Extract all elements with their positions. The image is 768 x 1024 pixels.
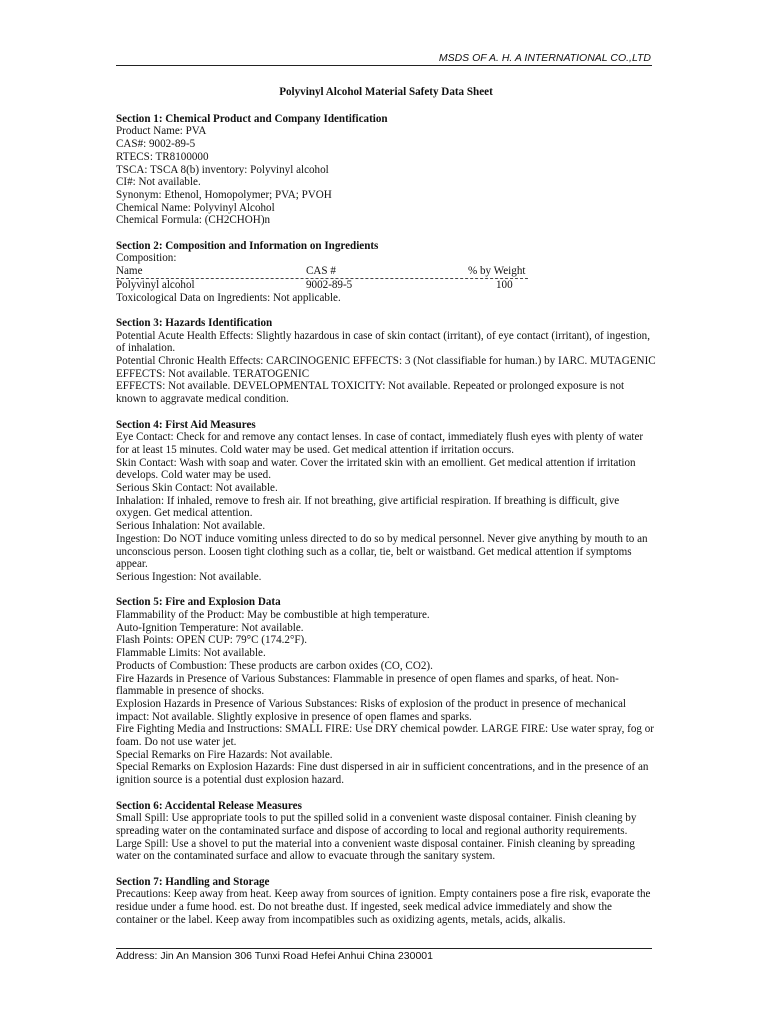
section-title: Section 4: First Aid Measures xyxy=(116,418,256,431)
section-6 xyxy=(116,800,656,864)
section-line: Fire Hazards in Presence of Various Substances: Flammable in presence of open flames and sparks, of heat. Non-flammable in presence of shocks. xyxy=(116,672,619,698)
section-line: Skin Contact: Wash with soap and water. Cover the irritated skin with an emollient. Get medical attention if irritation develops. Cold water may be used. xyxy=(116,456,636,482)
section-line: TSCA: TSCA 8(b) inventory: Polyvinyl alcohol xyxy=(116,163,329,176)
table-header-cell: CAS # xyxy=(306,265,336,278)
section-title: Section 5: Fire and Explosion Data xyxy=(116,596,281,609)
page-header: MSDS OF A. H. A INTERNATIONAL CO.,LTD xyxy=(438,52,651,64)
section-line: Ingestion: Do NOT induce vomiting unless directed to do so by medical personnel. Never give anything by mouth to an unconscious person. Loosen tight clothing such as a collar, tie, belt or waistband. Get medical attention if symptoms appear. xyxy=(116,532,648,571)
section-line: CAS#: 9002-89-5 xyxy=(116,138,196,151)
section-line: Inhalation: If inhaled, remove to fresh air. If not breathing, give artificial respiration. If breathing is difficult, give oxygen. Get medical attention. xyxy=(116,494,620,520)
section-line: Potential Chronic Health Effects: CARCINOGENIC EFFECTS: 3 (Not classifiable for human.) by IARC. MUTAGENIC EFFECTS: Not available. TERATOGENIC xyxy=(116,355,656,380)
section-title: Section 3: Hazards Identification xyxy=(116,316,273,329)
sections-container xyxy=(116,113,656,927)
section-line: EFFECTS: Not available. DEVELOPMENTAL TOXICITY: Not available. Repeated or prolonged exposure is not known to aggravate medical condition. xyxy=(116,380,625,406)
section-line: Fire Fighting Media and Instructions: SMALL FIRE: Use DRY chemical powder. LARGE FIRE: Use water spray, fog or foam. Do not use water jet. xyxy=(116,723,654,749)
section-line: Small Spill: Use appropriate tools to put the spilled solid in a convenient waste disposal container. Finish cleaning by spreading water on the contaminated surface and dispose of according to local and regional authority requirements. xyxy=(116,812,637,837)
section-line: Chemical Formula: (CH2CHOH)n xyxy=(116,214,271,227)
section-1 xyxy=(116,113,656,227)
header-divider xyxy=(116,65,652,66)
section-line: Product Name: PVA xyxy=(116,125,207,138)
section-4 xyxy=(116,419,656,584)
table-header-cell: Name xyxy=(116,265,143,278)
section-line: Explosion Hazards in Presence of Various Substances: Risks of explosion of the product in presence of mechanical impact: Not available. Slightly explosive in presence of open flames and sparks. xyxy=(116,697,626,723)
table-cell: 100 xyxy=(496,278,513,291)
footer-divider xyxy=(116,948,652,949)
section-2 xyxy=(116,240,656,304)
section-line: Eye Contact: Check for and remove any contact lenses. In case of contact, immediately flush eyes with plenty of water for at least 15 minutes. Cold water may be used. Get medical attention if irritation occurs. xyxy=(116,431,644,456)
section-line: Serious Ingestion: Not available. xyxy=(116,570,262,583)
document-title: Polyvinyl Alcohol Material Safety Data Sheet xyxy=(279,86,493,98)
section-7 xyxy=(116,876,656,927)
table-header-cell: % by Weight xyxy=(468,265,526,278)
section-line: Precautions: Keep away from heat. Keep away from sources of ignition. Empty containers pose a fire risk, evaporate the residue under a fume hood. est. Do not breathe dust. If ingested, seek medical advice immediately and show the container or the label. Keep away from incompatibles such as oxidizing agents, metals, acids, alkalis. xyxy=(116,888,651,926)
table-header-row xyxy=(116,265,528,279)
section-line: Auto-Ignition Temperature: Not available. xyxy=(116,621,304,634)
document-body xyxy=(116,86,656,939)
section-intro: Composition: xyxy=(116,252,177,265)
section-title: Section 7: Handling and Storage xyxy=(116,875,270,888)
page-footer: Address: Jin An Mansion 306 Tunxi Road Hefei Anhui China 230001 xyxy=(116,950,433,962)
section-note: Toxicological Data on Ingredients: Not applicable. xyxy=(116,291,341,304)
section-line: Flammability of the Product: May be combustible at high temperature. xyxy=(116,609,430,622)
section-line: Flammable Limits: Not available. xyxy=(116,647,266,660)
section-line: CI#: Not available. xyxy=(116,176,201,189)
section-line: Special Remarks on Fire Hazards: Not available. xyxy=(116,748,333,761)
section-3 xyxy=(116,317,656,406)
section-line: Synonym: Ethenol, Homopolymer; PVA; PVOH xyxy=(116,188,332,201)
table-cell: Polyvinyl alcohol xyxy=(116,278,195,291)
section-title: Section 6: Accidental Release Measures xyxy=(116,799,302,812)
section-line: Chemical Name: Polyvinyl Alcohol xyxy=(116,201,275,214)
table-cell: 9002-89-5 xyxy=(306,278,353,291)
section-line: Serious Inhalation: Not available. xyxy=(116,520,266,533)
section-line: Potential Acute Health Effects: Slightly hazardous in case of skin contact (irritant), of eye contact (irritant), of ingestion, of inhalation. xyxy=(116,329,650,355)
section-line: Special Remarks on Explosion Hazards: Fine dust dispersed in air in sufficient concentrations, and in the presence of an ignition source is a potential dust explosion hazard. xyxy=(116,761,649,787)
section-line: RTECS: TR8100000 xyxy=(116,150,209,163)
section-line: Large Spill: Use a shovel to put the material into a convenient waste disposal container. Finish cleaning by spreading water on the contaminated surface and allow to evacuate through the sanitary system. xyxy=(116,837,635,863)
section-5 xyxy=(116,596,656,787)
section-line: Flash Points: OPEN CUP: 79°C (174.2°F). xyxy=(116,634,308,647)
section-title: Section 1: Chemical Product and Company Identification xyxy=(116,112,388,125)
section-title: Section 2: Composition and Information on Ingredients xyxy=(116,239,379,252)
section-line: Serious Skin Contact: Not available. xyxy=(116,482,278,495)
table-row xyxy=(116,279,528,292)
section-line: Products of Combustion: These products are carbon oxides (CO, CO2). xyxy=(116,659,433,672)
